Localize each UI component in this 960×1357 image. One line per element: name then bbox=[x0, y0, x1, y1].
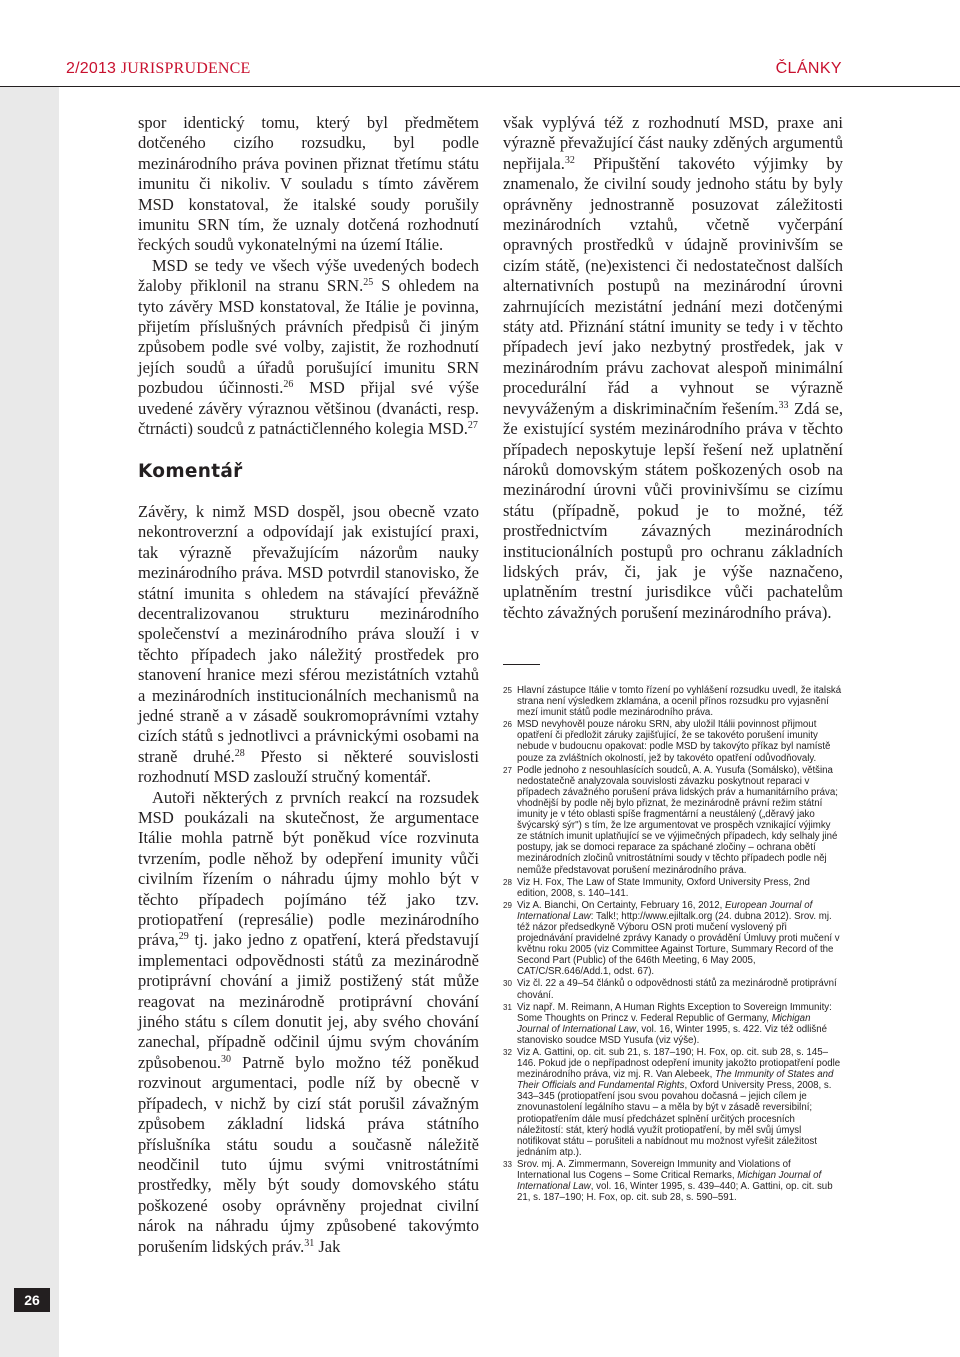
footnote-ref[interactable]: 27 bbox=[467, 420, 478, 432]
margin-bar bbox=[0, 87, 59, 1357]
footnotes bbox=[503, 685, 843, 1204]
footnote-ref[interactable]: 25 bbox=[363, 277, 374, 289]
footnote-ref[interactable]: 31 bbox=[304, 1237, 315, 1249]
footnote-ref[interactable]: 28 bbox=[234, 747, 245, 759]
paragraph: spor identický tomu, který byl předmětem dotčeného cizího rozsudku, byl podle mezinárodního práva povinen přiznat třetímu státu imunitu či nikoliv. V souladu s tímto závěrem MSD konstatoval, že italské soudy porušily imunitu SRN tím, že uznaly dotčená rozhodnutí řeckých soudů vykonatelnými na území Itálie. bbox=[138, 113, 479, 255]
left-column bbox=[138, 113, 479, 1257]
footnote: 33 Srov. mj. A. Zimmermann, Sovereign Immunity and Violations of International Ius Cogens – Some Critical Remarks, Michigan Journal of International Law, vol. 16, Winter 1995, s. 439–440; A. Gattini, op. cit. sub 21, s. 187–190; H. Fox, op. cit. sub 28, s. 590–591. bbox=[503, 1158, 833, 1204]
footnote: 27 Podle jednoho z nesouhlasících soudců, A. A. Yusufa (Somálsko), většina nedostatečně analyzovala souvislosti závazku poskytnout reparaci v případech závažného porušení práva lidských práv a humanitárního práva; vhodnější by podle něj bylo přiznat, že mezinárodně právní režim státní imunity je v této oblasti spíše fragmentární a neustálený („děravý jako švýcarský sýr") s tím, že lze argumentovat ve prospěch vznikající výjimky ze státních imunit uplatňující se ve výjimečných případech, kdy selhaly jiné postupy, jak se domoci reparace za spáchané zločiny – ochrana obětí mezinárodních zločinů vnitrostátními soudy v těchto případech podle něj nemůže představovat porušení mezinárodního práva. bbox=[503, 764, 838, 876]
paragraph: však vyplývá též z rozhodnutí MSD, praxe ani výrazně převažující část nauky zděných argumentů nepřijala.$^{32}$ Připuštění takovéto výjimky by znamenalo, že civilní soudy jednoho státu by byly oprávněny jednostranně posuzovat záležitosti mezinárodních vztahů, včetně vyčerpání opravných prostředků v údajně provinivším se cizím státě, (ne)existenci či nedostatečnost dalších alternativních postupů na mezinárodní úrovni zahrnujících mezistátní jednání mezi dotčenými státy atd. Přiznání státní imunity se tedy i v těchto případech jeví jako nezbytný prostředek, jak v mezinárodním právu zachovat alespoň minimální procedurální řád a vyhnout se výrazně nevyváženým a diskriminačním řešením.$^{33}$ Zdá se, že existující systém mezinárodního práva v těchto případech neposkytuje lepší řešení než uplatnění nároků domovským státem poškozených osob na mezinárodní úrovni vůči provinivšímu se cizímu státu (případně, pokud je to možné, též prostřednictvím závazných mezinárodních institucionálních postupů pro ochranu základních lidských práv, či, jak je výše naznačeno, uplatněním trestní jurisdikce vůči pachatelům těchto závažných porušení mezinárodního práva). bbox=[503, 113, 843, 622]
footnote-divider bbox=[503, 664, 540, 665]
footnote: 28 Viz H. Fox, The Law of State Immunity, Oxford University Press, 2nd edition, 2008, s. 140–141. bbox=[503, 876, 810, 899]
footnote-ref[interactable]: 30 bbox=[220, 1053, 231, 1065]
section-heading: Komentář bbox=[138, 460, 243, 482]
footnote: 30 Viz čl. 22 a 49–54 článků o odpovědnosti států za mezinárodně protiprávní chování. bbox=[503, 978, 837, 1001]
right-column bbox=[503, 113, 843, 623]
footnote: 31 Viz např. M. Reimann, A Human Rights Exception to Sovereign Immunity: Some Thoughts on Princz v. Federal Republic of Germany, Michigan Journal of International Law, vol. 16, Winter 1995, s. 422. Viz též odlišné stanovisko soudce MSD Yusufa (viz výše). bbox=[503, 1001, 832, 1046]
paragraph: Závěry, k nimž MSD dospěl, jsou obecně vzato nekontroverzní a odpovídají jak existující praxi, tak výrazně převažujícím názorům nauky mezinárodního práva. MSD potvrdil stanovisko, že státní imunita s ohledem na stávající převážně decentralizovanou strukturu mezinárodního společenství a mezinárodního práva slouží i v těchto případech jako náležitý prostředek pro stanovení hranice mezi sférou mezistátních vztahů a mezinárodních institucionálních mechanismů na jedné straně a v zásadě soukromoprávními vztahy cizích států s jednotlivci a právnickými osobami na straně druhé.$^{28}$ Přesto si některé souvislosti rozhodnutí MSD zaslouží stručný komentář. bbox=[138, 501, 480, 787]
header-section: ČLÁNKY bbox=[775, 60, 842, 77]
header-journal-name: JURISPRUDENCE bbox=[120, 60, 251, 77]
footnote: 25 Hlavní zástupce Itálie v tomto řízení po vyhlášení rozsudku uvedl, že italská strana není výsledkem zklamána, a ocenil přínos rozsudku pro vyjasnění mezí imunit států podle mezinárodního práva. bbox=[503, 685, 842, 719]
footnote: 32 Viz A. Gattini, op. cit. sub 21, s. 187–190; H. Fox, op. cit. sub 28, s. 145–146. Pokud jde o nepřípadnost odepření imunity jakožto protiopatření podle mezinárodního práva, viz mj. R. Van Alebeek, The Immunity of States and Their Officials and Fundamental Rights, Oxford University Press, 2008, s. 343–345 (protiopatření jsou svou povahou dočasná – jejich cílem je znovunastolení legálního stavu – a měla by být v zásadě reversibilní; protiopatřením dále musí předcházet splnění určitých procesních náležitostí: stát, který hodlá využít protiopatření, by měl svůj úmysl notifikovat státu – porušiteli a nabídnout mu možnost vyřešit záležitost jednáním atp.). bbox=[503, 1047, 841, 1158]
paragraph: Autoři některých z prvních reakcí na rozsudek MSD poukázali na skutečnost, že argumentace Itálie mohla patrně být poněkud více rozvinuta tvrzením, podle něhož by odepření imunity vůči civilním řízením o náhradu újmy mohlo být v těchto případech pojímáno též jako tzv. protiopatření (represálie) podle mezinárodního práva,$^{29}$ tj. jako jedno z opatření, která představují implementaci odpovědnosti států za mezinárodně protiprávní chování a jimiž postižený stát může reagovat na mezinárodně protiprávní chování jiného státu s cílem donutit jej, aby svého chování zanechal, případně odčinil újmu svým chováním způsobenou.$^{30}$ Patrně bylo možno též poněkud rozvinout argumentaci, podle níž by obecně v případech, v nichž by cizí stát porušil závažným způsobem základní lidská práva státního příslušníka státu soudu a současně náležitě neodčinil tuto újmu svými vnitrostátními prostředky, měly být soudy domovského státu poškozené osoby oprávněny projednat civilní nárok na náhradu újmy způsobené takovýmto porušením lidských práv.$^{31}$ Jak bbox=[138, 787, 479, 1256]
footnote-ref[interactable]: 32 bbox=[564, 154, 575, 166]
page-number: 26 bbox=[14, 1288, 50, 1312]
footnote: 29 Viz A. Bianchi, On Certainty, February 16, 2012, European Journal of International Law: Talk!; http://www.ejiltalk.org (24. dubna 2012). Srov. mj. též názor předsedkyně Výboru OSN proti mučení vyslovený při projednávání pravidelné zprávy Kanady o provádění Úmluvy proti mučení v květnu roku 2005 (viz Committee Against Torture, Summary Record of the Second Part (Public) of the 646th Meeting, 6 May 2005, CAT/C/SR.646/Add.1, odst. 67). bbox=[503, 899, 840, 978]
footnote: 26 MSD nevyhověl pouze nároku SRN, aby uložil Itálii povinnost přijmout opatření či předložit záruky zajišťující, že se takovéto porušení imunity nebude v budoucnu opakovat: podle MSD by takovýto příkaz byl namístě pouze za zvláštních okolností, jež by takovéto opatření odůvodňovaly. bbox=[503, 719, 831, 764]
footnote-ref[interactable]: 29 bbox=[178, 931, 189, 943]
header-journal bbox=[66, 60, 251, 78]
footnote-ref[interactable]: 26 bbox=[283, 379, 294, 391]
page-header bbox=[0, 56, 960, 87]
header-issue: 2/2013 bbox=[66, 60, 117, 77]
paragraph: MSD se tedy ve všech výše uvedených bodech žaloby přiklonil na stranu SRN.$^{25}$ S ohledem na tyto závěry MSD konstatoval, že Itálie je povinna, přijetím příslušných právních předpisů či jiným způsobem podle své volby, zajistit, že rozhodnutí jejích soudů a úřadů porušující imunitu SRN pozbudou účinnosti.$^{26}$ MSD přijal své výše uvedené závěry výraznou většinou (dvanácti, resp. čtrnácti) soudců z patnáctičlenného kolegia MSD.$^{27}$ bbox=[138, 255, 479, 439]
footnote-ref[interactable]: 33 bbox=[778, 399, 789, 411]
